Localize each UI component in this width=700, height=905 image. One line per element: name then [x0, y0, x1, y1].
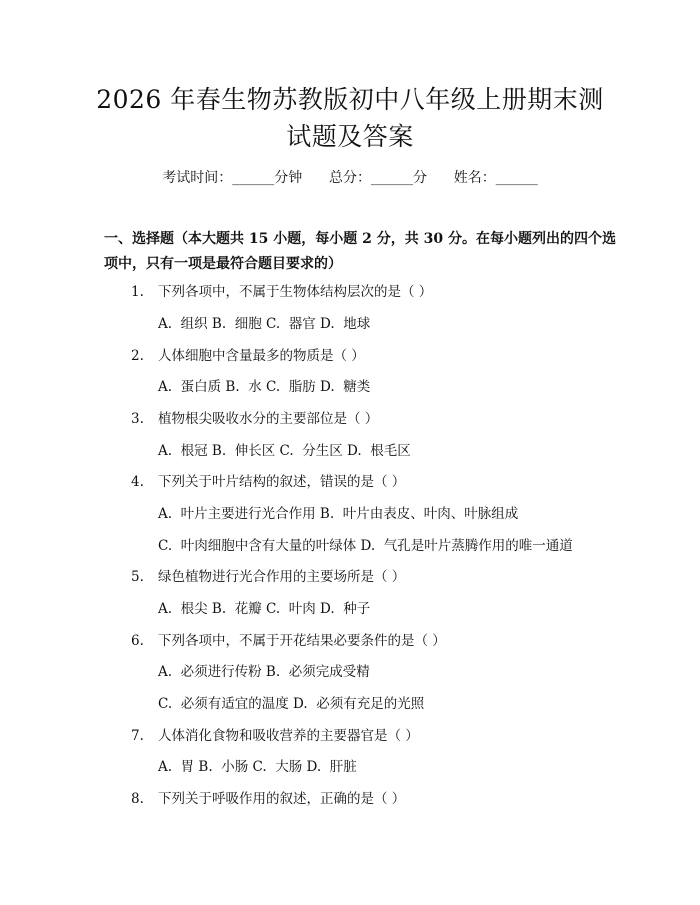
- question-options: A. 根尖 B. 花瓣 C. 叶肉 D. 种子: [158, 601, 371, 617]
- question-number: 5.: [131, 569, 144, 585]
- question-number: 8.: [131, 791, 144, 807]
- exam-meta-line: 考试时间：______分钟 总分：______分 姓名：______: [162, 170, 538, 186]
- question-text: 植物根尖吸收水分的主要部位是（ ）: [158, 411, 379, 427]
- question-options: C. 叶肉细胞中含有大量的叶绿体 D. 气孔是叶片蒸腾作用的唯一通道: [158, 538, 573, 554]
- question-number: 1.: [131, 284, 144, 300]
- question-text: 下列关于呼吸作用的叙述，正确的是（ ）: [158, 791, 406, 807]
- question-number: 6.: [131, 633, 144, 649]
- question-options: A. 叶片主要进行光合作用 B. 叶片由表皮、叶肉、叶脉组成: [158, 506, 519, 522]
- question-options: A. 根冠 B. 伸长区 C. 分生区 D. 根毛区: [158, 443, 411, 459]
- question-text: 下列各项中，不属于生物体结构层次的是（ ）: [158, 284, 433, 300]
- question-options: A. 组织 B. 细胞 C. 器官 D. 地球: [158, 316, 371, 332]
- section-heading-line-2: 项中，只有一项是最符合题目要求的）: [104, 256, 342, 272]
- question-text: 人体细胞中含量最多的物质是（ ）: [158, 348, 365, 364]
- page-title-line-1: 2026 年春生物苏教版初中八年级上册期末测: [96, 85, 604, 114]
- question-text: 人体消化食物和吸收营养的主要器官是（ ）: [158, 728, 419, 744]
- question-text: 下列各项中，不属于开花结果必要条件的是（ ）: [158, 633, 446, 649]
- question-options: C. 必须有适宜的温度 D. 必须有充足的光照: [158, 696, 425, 712]
- question-options: A. 胃 B. 小肠 C. 大肠 D. 肝脏: [158, 759, 357, 775]
- question-options: A. 必须进行传粉 B. 必须完成受精: [158, 664, 370, 680]
- question-number: 7.: [131, 728, 144, 744]
- section-heading-line-1: 一、选择题（本大题共 15 小题，每小题 2 分，共 30 分。在每小题列出的四个选: [104, 231, 616, 247]
- question-options: A. 蛋白质 B. 水 C. 脂肪 D. 糖类: [158, 379, 371, 395]
- question-number: 3.: [131, 411, 144, 427]
- question-text: 下列关于叶片结构的叙述，错误的是（ ）: [158, 474, 406, 490]
- question-number: 4.: [131, 474, 144, 490]
- page-title-line-2: 试题及答案: [286, 122, 414, 151]
- question-text: 绿色植物进行光合作用的主要场所是（ ）: [158, 569, 406, 585]
- question-number: 2.: [131, 348, 144, 364]
